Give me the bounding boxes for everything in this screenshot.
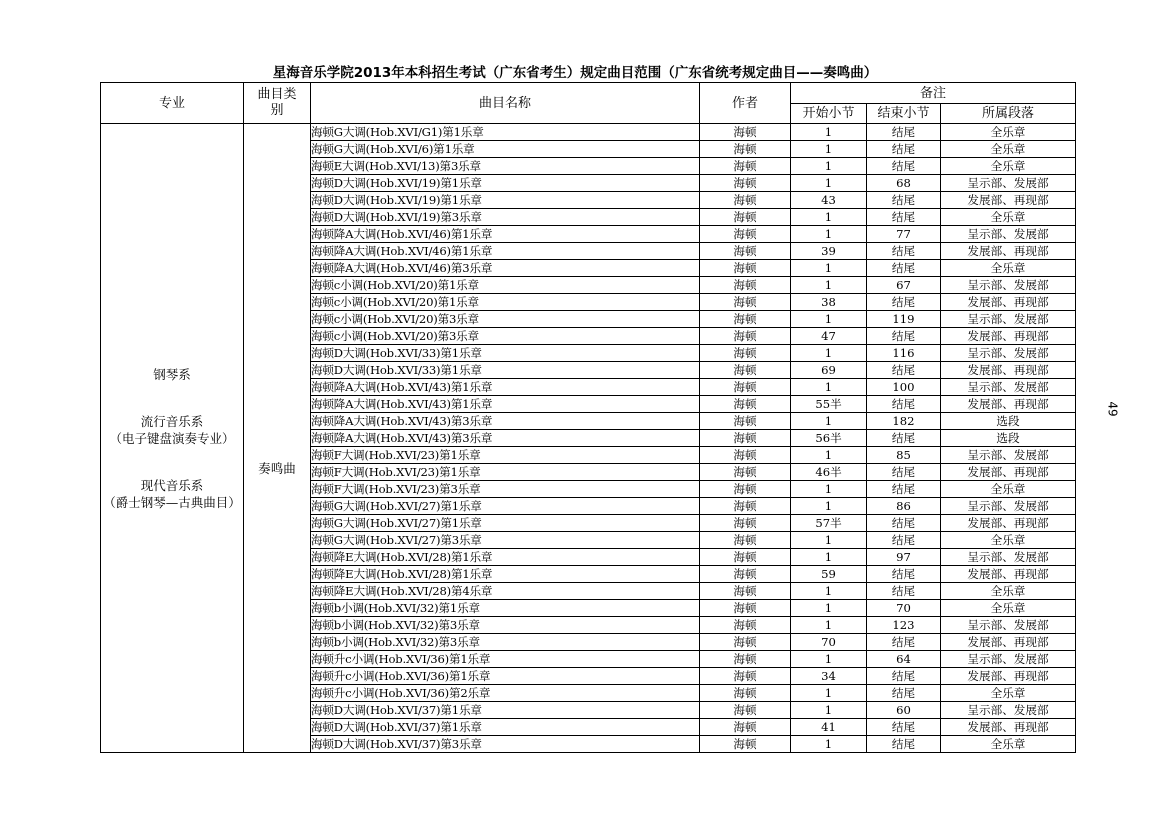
header-notes: 备注 [791,83,1076,104]
end-bar-cell: 结尾 [867,362,941,379]
start-bar-cell: 70 [791,634,867,651]
piece-name-cell: 海顿c小调(Hob.XVI/20)第1乐章 [311,294,700,311]
end-bar-cell: 结尾 [867,294,941,311]
piece-name-cell: 海顿D大调(Hob.XVI/37)第1乐章 [311,719,700,736]
composer-cell: 海顿 [700,600,791,617]
piece-name-cell: 海顿G大调(Hob.XVI/G1)第1乐章 [311,124,700,141]
section-cell: 发展部、再现部 [941,719,1076,736]
section-cell: 呈示部、发展部 [941,702,1076,719]
section-cell: 发展部、再现部 [941,566,1076,583]
section-cell: 全乐章 [941,532,1076,549]
composer-cell: 海顿 [700,192,791,209]
start-bar-cell: 1 [791,685,867,702]
end-bar-cell: 结尾 [867,124,941,141]
end-bar-cell: 77 [867,226,941,243]
end-bar-cell: 结尾 [867,158,941,175]
piece-name-cell: 海顿b小调(Hob.XVI/32)第1乐章 [311,600,700,617]
start-bar-cell: 1 [791,379,867,396]
section-cell: 选段 [941,430,1076,447]
piece-name-cell: 海顿降A大调(Hob.XVI/46)第1乐章 [311,226,700,243]
piece-name-cell: 海顿c小调(Hob.XVI/20)第3乐章 [311,311,700,328]
start-bar-cell: 1 [791,124,867,141]
composer-cell: 海顿 [700,566,791,583]
section-cell: 呈示部、发展部 [941,498,1076,515]
composer-cell: 海顿 [700,175,791,192]
end-bar-cell: 85 [867,447,941,464]
composer-cell: 海顿 [700,702,791,719]
start-bar-cell: 47 [791,328,867,345]
start-bar-cell: 1 [791,532,867,549]
section-cell: 呈示部、发展部 [941,549,1076,566]
end-bar-cell: 结尾 [867,481,941,498]
end-bar-cell: 结尾 [867,515,941,532]
end-bar-cell: 60 [867,702,941,719]
section-cell: 发展部、再现部 [941,515,1076,532]
start-bar-cell: 1 [791,141,867,158]
start-bar-cell: 1 [791,226,867,243]
piece-name-cell: 海顿D大调(Hob.XVI/19)第1乐章 [311,192,700,209]
end-bar-cell: 123 [867,617,941,634]
table-body [101,124,1076,753]
piece-name-cell: 海顿G大调(Hob.XVI/27)第3乐章 [311,532,700,549]
end-bar-cell: 结尾 [867,328,941,345]
composer-cell: 海顿 [700,651,791,668]
piece-name-cell: 海顿降A大调(Hob.XVI/43)第3乐章 [311,413,700,430]
piece-name-cell: 海顿D大调(Hob.XVI/37)第3乐章 [311,736,700,753]
start-bar-cell: 41 [791,719,867,736]
section-cell: 呈示部、发展部 [941,379,1076,396]
composer-cell: 海顿 [700,583,791,600]
start-bar-cell: 1 [791,498,867,515]
start-bar-cell: 1 [791,736,867,753]
page-number: 49 [1105,401,1120,417]
piece-name-cell: 海顿c小调(Hob.XVI/20)第3乐章 [311,328,700,345]
end-bar-cell: 结尾 [867,736,941,753]
piece-name-cell: 海顿D大调(Hob.XVI/33)第1乐章 [311,362,700,379]
header-piece: 曲目名称 [311,83,700,124]
section-cell: 呈示部、发展部 [941,651,1076,668]
piece-name-cell: 海顿b小调(Hob.XVI/32)第3乐章 [311,617,700,634]
category-cell: 奏鸣曲 [244,124,311,753]
composer-cell: 海顿 [700,277,791,294]
composer-cell: 海顿 [700,158,791,175]
composer-cell: 海顿 [700,260,791,277]
end-bar-cell: 结尾 [867,141,941,158]
end-bar-cell: 64 [867,651,941,668]
start-bar-cell: 56半 [791,430,867,447]
section-cell: 选段 [941,413,1076,430]
end-bar-cell: 116 [867,345,941,362]
end-bar-cell: 结尾 [867,209,941,226]
piece-name-cell: 海顿F大调(Hob.XVI/23)第3乐章 [311,481,700,498]
start-bar-cell: 1 [791,447,867,464]
piece-name-cell: 海顿降A大调(Hob.XVI/43)第1乐章 [311,396,700,413]
header-start-bar: 开始小节 [791,104,867,124]
start-bar-cell: 1 [791,277,867,294]
start-bar-cell: 1 [791,260,867,277]
piece-name-cell: 海顿降A大调(Hob.XVI/43)第3乐章 [311,430,700,447]
start-bar-cell: 1 [791,651,867,668]
piece-name-cell: 海顿F大调(Hob.XVI/23)第1乐章 [311,464,700,481]
start-bar-cell: 69 [791,362,867,379]
piece-name-cell: 海顿升c小调(Hob.XVI/36)第2乐章 [311,685,700,702]
end-bar-cell: 结尾 [867,243,941,260]
end-bar-cell: 结尾 [867,260,941,277]
start-bar-cell: 1 [791,175,867,192]
end-bar-cell: 70 [867,600,941,617]
major-item: 流行音乐系 [140,413,204,429]
composer-cell: 海顿 [700,736,791,753]
composer-cell: 海顿 [700,515,791,532]
start-bar-cell: 1 [791,583,867,600]
composer-cell: 海顿 [700,209,791,226]
composer-cell: 海顿 [700,668,791,685]
composer-cell: 海顿 [700,226,791,243]
section-cell: 全乐章 [941,685,1076,702]
header-section: 所属段落 [941,104,1076,124]
piece-name-cell: 海顿b小调(Hob.XVI/32)第3乐章 [311,634,700,651]
end-bar-cell: 结尾 [867,192,941,209]
composer-cell: 海顿 [700,294,791,311]
composer-cell: 海顿 [700,634,791,651]
piece-name-cell: 海顿降A大调(Hob.XVI/46)第1乐章 [311,243,700,260]
start-bar-cell: 57半 [791,515,867,532]
composer-cell: 海顿 [700,685,791,702]
start-bar-cell: 39 [791,243,867,260]
composer-cell: 海顿 [700,617,791,634]
end-bar-cell: 97 [867,549,941,566]
piece-name-cell: 海顿c小调(Hob.XVI/20)第1乐章 [311,277,700,294]
piece-name-cell: 海顿D大调(Hob.XVI/19)第1乐章 [311,175,700,192]
section-cell: 呈示部、发展部 [941,226,1076,243]
section-cell: 全乐章 [941,124,1076,141]
start-bar-cell: 34 [791,668,867,685]
section-cell: 发展部、再现部 [941,464,1076,481]
section-cell: 发展部、再现部 [941,192,1076,209]
major-list [101,124,244,753]
composer-cell: 海顿 [700,362,791,379]
start-bar-cell: 1 [791,158,867,175]
composer-cell: 海顿 [700,379,791,396]
piece-name-cell: 海顿G大调(Hob.XVI/6)第1乐章 [311,141,700,158]
piece-name-cell: 海顿D大调(Hob.XVI/37)第1乐章 [311,702,700,719]
end-bar-cell: 119 [867,311,941,328]
major-item: 钢琴系 [153,366,191,382]
piece-name-cell: 海顿升c小调(Hob.XVI/36)第1乐章 [311,651,700,668]
piece-name-cell: 海顿F大调(Hob.XVI/23)第1乐章 [311,447,700,464]
end-bar-cell: 结尾 [867,464,941,481]
section-cell: 呈示部、发展部 [941,277,1076,294]
composer-cell: 海顿 [700,481,791,498]
header-major: 专业 [101,83,244,124]
major-item: （爵士钢琴—古典曲目） [103,494,241,510]
end-bar-cell: 182 [867,413,941,430]
section-cell: 发展部、再现部 [941,396,1076,413]
start-bar-cell: 1 [791,549,867,566]
piece-name-cell: 海顿降E大调(Hob.XVI/28)第1乐章 [311,549,700,566]
section-cell: 全乐章 [941,600,1076,617]
composer-cell: 海顿 [700,396,791,413]
section-cell: 呈示部、发展部 [941,345,1076,362]
major-item: （电子键盘演奏专业） [109,430,235,446]
section-cell: 呈示部、发展部 [941,447,1076,464]
composer-cell: 海顿 [700,498,791,515]
section-cell: 发展部、再现部 [941,328,1076,345]
end-bar-cell: 100 [867,379,941,396]
start-bar-cell: 1 [791,345,867,362]
end-bar-cell: 结尾 [867,396,941,413]
composer-cell: 海顿 [700,345,791,362]
piece-name-cell: 海顿G大调(Hob.XVI/27)第1乐章 [311,515,700,532]
section-cell: 发展部、再现部 [941,294,1076,311]
section-cell: 全乐章 [941,260,1076,277]
piece-name-cell: 海顿升c小调(Hob.XVI/36)第1乐章 [311,668,700,685]
section-cell: 全乐章 [941,481,1076,498]
section-cell: 全乐章 [941,158,1076,175]
document-title: 星海音乐学院2013年本科招生考试（广东省考生）规定曲目范围（广东省统考规定曲目——奏鸣曲） [272,65,878,81]
end-bar-cell: 结尾 [867,634,941,651]
section-cell: 呈示部、发展部 [941,311,1076,328]
section-cell: 发展部、再现部 [941,243,1076,260]
header-composer: 作者 [700,83,791,124]
section-cell: 全乐章 [941,141,1076,158]
composer-cell: 海顿 [700,719,791,736]
piece-name-cell: 海顿D大调(Hob.XVI/19)第3乐章 [311,209,700,226]
end-bar-cell: 结尾 [867,532,941,549]
section-cell: 呈示部、发展部 [941,175,1076,192]
start-bar-cell: 46半 [791,464,867,481]
section-cell: 全乐章 [941,583,1076,600]
end-bar-cell: 86 [867,498,941,515]
section-cell: 全乐章 [941,736,1076,753]
header-category: 曲目类别 [244,83,311,124]
start-bar-cell: 43 [791,192,867,209]
piece-name-cell: 海顿降E大调(Hob.XVI/28)第1乐章 [311,566,700,583]
section-cell: 发展部、再现部 [941,634,1076,651]
section-cell: 全乐章 [941,209,1076,226]
repertoire-table [100,82,1076,753]
start-bar-cell: 59 [791,566,867,583]
start-bar-cell: 1 [791,600,867,617]
composer-cell: 海顿 [700,464,791,481]
start-bar-cell: 1 [791,481,867,498]
start-bar-cell: 1 [791,209,867,226]
composer-cell: 海顿 [700,430,791,447]
start-bar-cell: 38 [791,294,867,311]
end-bar-cell: 结尾 [867,566,941,583]
composer-cell: 海顿 [700,413,791,430]
composer-cell: 海顿 [700,532,791,549]
composer-cell: 海顿 [700,549,791,566]
end-bar-cell: 结尾 [867,583,941,600]
composer-cell: 海顿 [700,447,791,464]
section-cell: 呈示部、发展部 [941,617,1076,634]
table-row [101,124,1076,141]
piece-name-cell: 海顿D大调(Hob.XVI/33)第1乐章 [311,345,700,362]
end-bar-cell: 68 [867,175,941,192]
piece-name-cell: 海顿E大调(Hob.XVI/13)第3乐章 [311,158,700,175]
piece-name-cell: 海顿G大调(Hob.XVI/27)第1乐章 [311,498,700,515]
end-bar-cell: 结尾 [867,668,941,685]
composer-cell: 海顿 [700,328,791,345]
composer-cell: 海顿 [700,243,791,260]
composer-cell: 海顿 [700,124,791,141]
end-bar-cell: 结尾 [867,719,941,736]
start-bar-cell: 55半 [791,396,867,413]
section-cell: 发展部、再现部 [941,668,1076,685]
header-end-bar: 结束小节 [867,104,941,124]
start-bar-cell: 1 [791,617,867,634]
start-bar-cell: 1 [791,413,867,430]
end-bar-cell: 67 [867,277,941,294]
piece-name-cell: 海顿降E大调(Hob.XVI/28)第4乐章 [311,583,700,600]
section-cell: 发展部、再现部 [941,362,1076,379]
piece-name-cell: 海顿降A大调(Hob.XVI/43)第1乐章 [311,379,700,396]
composer-cell: 海顿 [700,141,791,158]
end-bar-cell: 结尾 [867,685,941,702]
piece-name-cell: 海顿降A大调(Hob.XVI/46)第3乐章 [311,260,700,277]
composer-cell: 海顿 [700,311,791,328]
start-bar-cell: 1 [791,702,867,719]
major-item: 现代音乐系 [140,477,204,493]
start-bar-cell: 1 [791,311,867,328]
end-bar-cell: 结尾 [867,430,941,447]
